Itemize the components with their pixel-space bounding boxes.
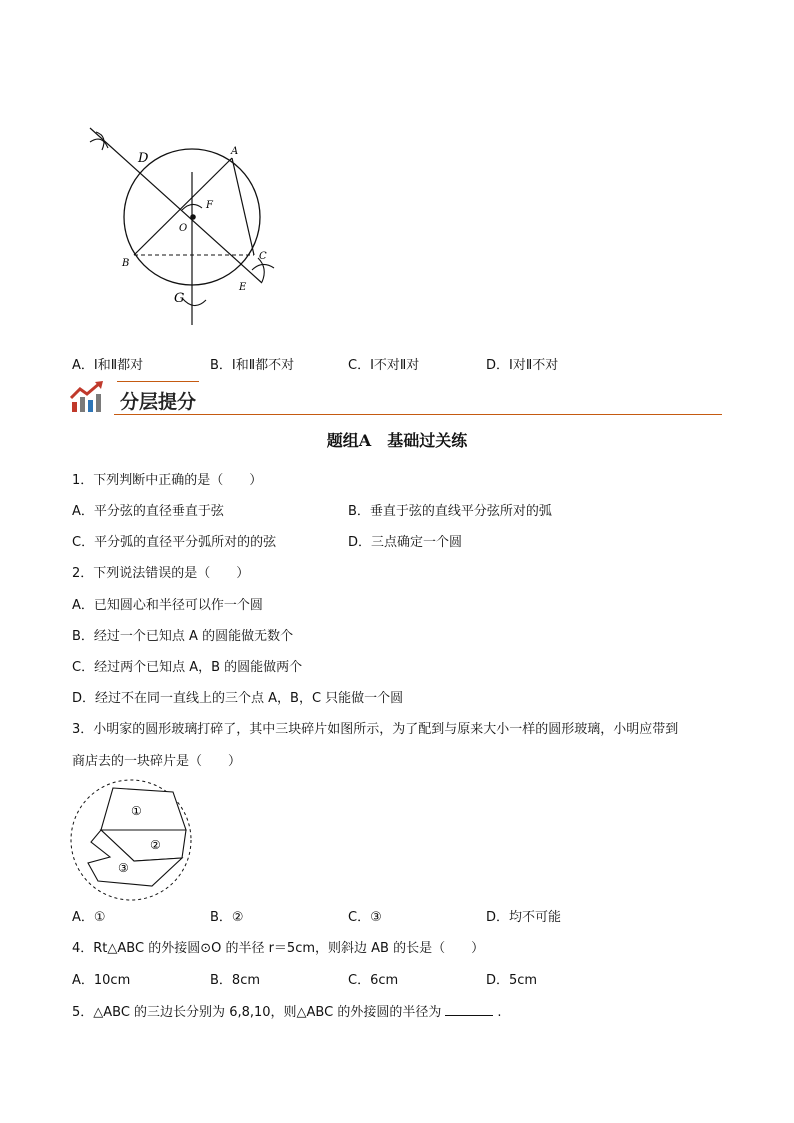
label-o: O [179, 223, 188, 234]
label-c: C [259, 251, 267, 262]
q3-option-a: A．① [72, 910, 106, 925]
prev-option-c: C．Ⅰ不对Ⅱ对 [348, 358, 420, 373]
q4-option-a: A．10cm [72, 973, 131, 988]
shard-label-2: ② [150, 838, 161, 852]
q3-stem-line1: 3．小明家的圆形玻璃打碎了，其中三块碎片如图所示，为了配到与原来大小一样的圆形玻璃，小明应带到 [72, 722, 679, 737]
label-g: G [174, 291, 185, 306]
q2-option-a: A．已知圆心和半径可以作一个圆 [72, 598, 263, 613]
q2-option-b: B．经过一个已知点 A 的圆能做无数个 [72, 629, 294, 644]
group-title: 题组A 基础过关练 [326, 431, 468, 450]
prev-option-d: D．Ⅰ对Ⅱ不对 [486, 358, 559, 373]
q4-option-d: D．5cm [486, 973, 538, 988]
q2-option-d: D．经过不在同一直线上的三个点 A，B，C 只能做一个圆 [72, 691, 404, 706]
glass-shards-figure [66, 775, 196, 905]
q3-option-c: C．③ [348, 910, 382, 925]
q1-option-c: C．平分弧的直径平分弧所对的的弦 [72, 535, 277, 550]
center-dot [190, 214, 196, 220]
arc-mark-top-left [90, 139, 108, 148]
q3-option-b: B．② [210, 910, 244, 925]
label-a: A [231, 146, 239, 157]
q1-option-d: D．三点确定一个圆 [348, 535, 463, 550]
prev-option-a: A．Ⅰ和Ⅱ都对 [72, 358, 144, 373]
q2-option-c: C．经过两个已知点 A，B 的圆能做两个 [72, 660, 303, 675]
prev-option-b: B．Ⅰ和Ⅱ都不对 [210, 358, 295, 373]
q1-option-b: B．垂直于弦的直线平分弦所对的弧 [348, 504, 552, 519]
q5-stem-end: . [497, 1005, 502, 1020]
q1-stem: 1．下列判断中正确的是（ ） [72, 473, 263, 488]
q4-option-b: B．8cm [210, 973, 261, 988]
q1-option-a: A．平分弦的直径垂直于弦 [72, 504, 224, 519]
q5-stem [72, 1001, 501, 1020]
q4-option-c: C．6cm [348, 973, 399, 988]
q4-stem: 4．Rt△ABC 的外接圆⊙O 的半径 r＝5cm，则斜边 AB 的长是（ ） [72, 941, 485, 956]
shard-label-1: ① [131, 804, 142, 818]
label-b: B [122, 258, 130, 269]
q2-stem: 2．下列说法错误的是（ ） [72, 566, 250, 581]
trend-chart-icon [70, 380, 108, 414]
q5-stem-text: 5．△ABC 的三边长分别为 6,8,10，则△ABC 的外接圆的半径为 [72, 1005, 442, 1020]
segment-b-a [134, 158, 232, 255]
section-title: 分层提分 [120, 391, 197, 413]
q5-answer-blank[interactable] [445, 1003, 493, 1016]
section-header [70, 378, 722, 418]
label-d: D [138, 151, 149, 166]
arc-mark-g [182, 298, 206, 306]
label-f: F [206, 200, 213, 211]
section-top-rule [117, 381, 199, 382]
shard-1 [101, 788, 186, 830]
section-underline [114, 414, 722, 415]
q3-stem-line2: 商店去的一块碎片是（ ） [72, 754, 242, 769]
label-e: E [239, 282, 247, 293]
shard-label-3: ③ [118, 861, 129, 875]
q3-option-d: D．均不可能 [486, 910, 562, 925]
circle-construction-figure [82, 120, 292, 335]
